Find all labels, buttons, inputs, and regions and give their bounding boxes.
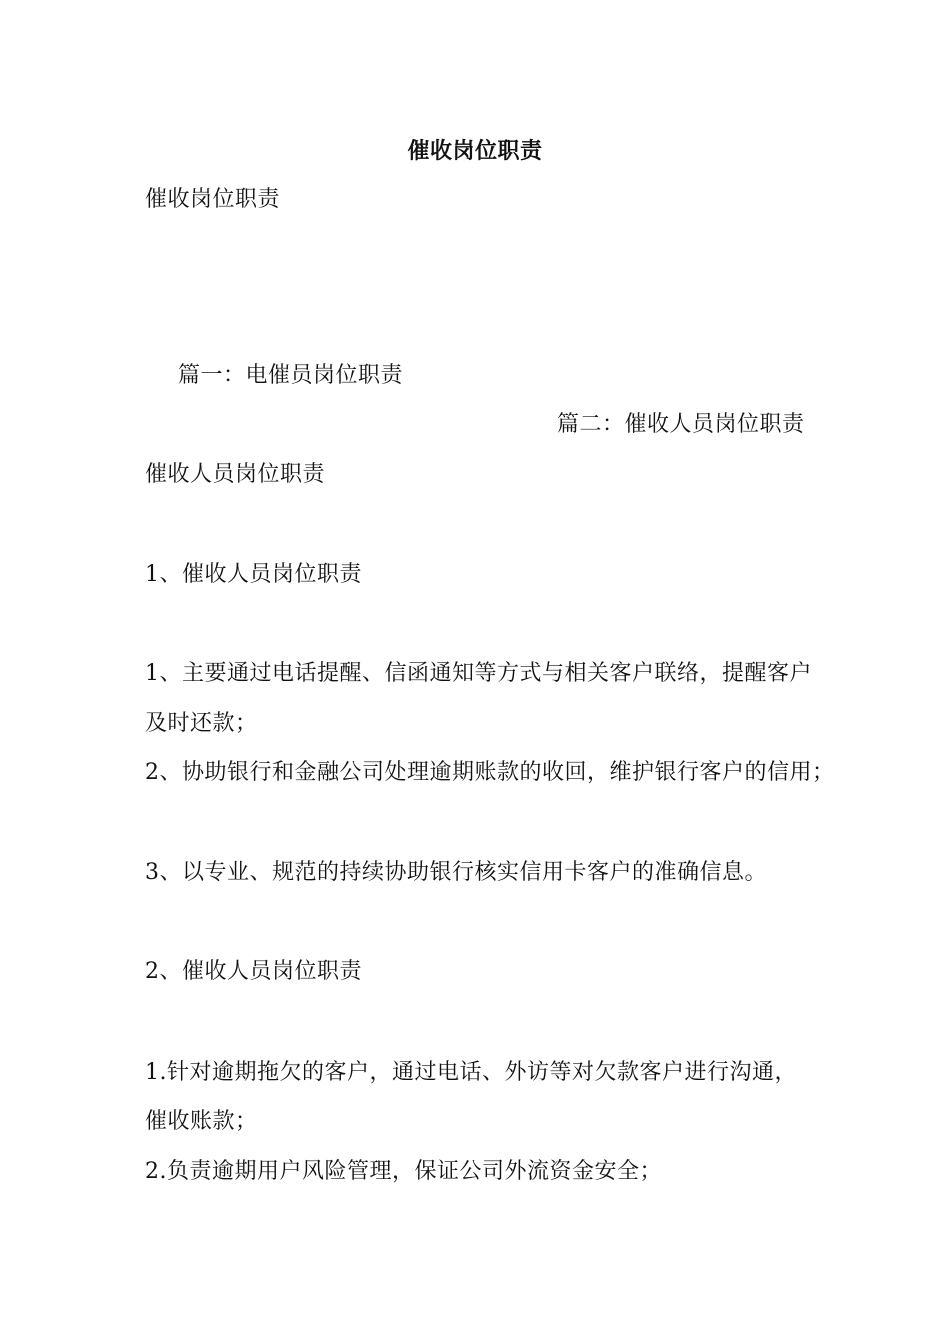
section-heading: 催收人员岗位职责: [145, 462, 326, 487]
part1-heading: 1、催收人员岗位职责: [145, 562, 362, 587]
document-title: 催收岗位职责: [407, 139, 543, 164]
part2-heading: 2、催收人员岗位职责: [145, 959, 362, 984]
part1-item1-line2: 及时还款；: [145, 711, 258, 736]
article-one-heading: 篇一：电催员岗位职责: [178, 363, 404, 388]
document-subtitle: 催收岗位职责: [145, 187, 281, 212]
part2-item1-line2: 催收账款；: [145, 1109, 258, 1134]
part1-item2: 2、协助银行和金融公司处理逾期账款的收回，维护银行客户的信用；: [145, 760, 835, 785]
article-two-heading: 篇二：催收人员岗位职责: [557, 412, 805, 437]
part2-item1-line1: 1.针对逾期拖欠的客户，通过电话、外访等对欠款客户进行沟通，: [145, 1060, 797, 1085]
part1-item3: 3、以专业、规范的持续协助银行核实信用卡客户的准确信息。: [145, 860, 767, 885]
part2-item2: 2.负责逾期用户风险管理，保证公司外流资金安全；: [145, 1159, 662, 1184]
part1-item1-line1: 1、主要通过电话提醒、信函通知等方式与相关客户联络，提醒客户: [145, 661, 812, 686]
